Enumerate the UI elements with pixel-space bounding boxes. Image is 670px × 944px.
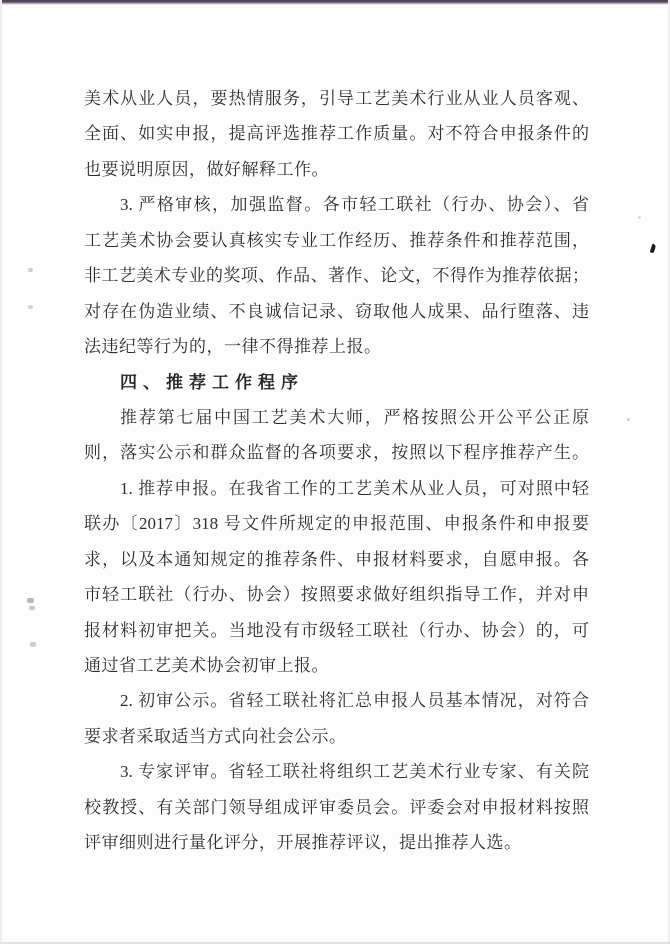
text-line: 1. 推荐申报。在我省工作的工艺美术从业人员，可对照中轻 [120, 478, 589, 498]
text-line: 校教授、有关部门领导组成评审委员会。评委会对申报材料按照 [84, 797, 589, 817]
text-line: 全面、如实申报，提高评选推荐工作质量。对不符合申报条件的 [84, 124, 589, 144]
text-line: 也要说明原因，做好解释工作。 [84, 159, 329, 179]
scan-speck [30, 642, 36, 647]
text-line: 求，以及本通知规定的推荐条件、申报材料要求，自愿申报。各 [84, 549, 589, 569]
scan-speck [627, 418, 630, 421]
text-line: 法违纪等行为的，一律不得推荐上报。 [84, 337, 382, 357]
scan-speck [29, 606, 35, 610]
text-line: 3. 专家评审。省轻工联社将组织工艺美术行业专家、有关院 [120, 762, 589, 782]
text-line: 非工艺美术专业的奖项、作品、著作、论文，不得作为推荐依据； [84, 266, 589, 286]
scan-speck [27, 598, 34, 603]
scan-speck [28, 305, 33, 309]
text-line: 工艺美术协会要认真核实专业工作经历、推荐条件和推荐范围， [84, 230, 589, 250]
scan-speck [650, 244, 657, 254]
text-line: 报材料初审把关。当地没有市级轻工联社（行办、协会）的，可 [84, 620, 589, 640]
text-line: 2. 初审公示。省轻工联社将汇总申报人员基本情况，对符合 [120, 691, 589, 711]
text-line: 评审细则进行量化评分，开展推荐评议，提出推荐人选。 [84, 833, 522, 853]
text-line: 市轻工联社（行办、协会）按照要求做好组织指导工作，并对申 [84, 585, 589, 605]
text-line: 要求者采取适当方式向社会公示。 [84, 726, 347, 746]
text-line: 对存在伪造业绩、不良诚信记录、窃取他人成果、品行堕落、违 [84, 301, 589, 321]
text-line: 通过省工艺美术协会初审上报。 [84, 656, 329, 675]
scan-speck [638, 216, 641, 219]
scan-speck [28, 268, 33, 272]
scan-left-edge [0, 0, 2, 944]
text-line: 3. 严格审核，加强监督。各市轻工联社（行办、协会）、省 [120, 195, 589, 215]
document-body [84, 81, 589, 861]
text-line: 美术从业人员，要热情服务，引导工艺美术行业从业人员客观、 [84, 89, 589, 108]
text-line: 推荐第七届中国工艺美术大师，严格按照公开公平公正原 [120, 407, 589, 427]
section-heading: 四、推荐工作程序 [120, 372, 304, 392]
text-line: 联办〔2017〕318 号文件所规定的申报范围、申报条件和申报要 [84, 514, 589, 534]
scan-top-edge [0, 0, 670, 5]
text-line: 则，落实公示和群众监督的各项要求，按照以下程序推荐产生。 [84, 443, 589, 463]
